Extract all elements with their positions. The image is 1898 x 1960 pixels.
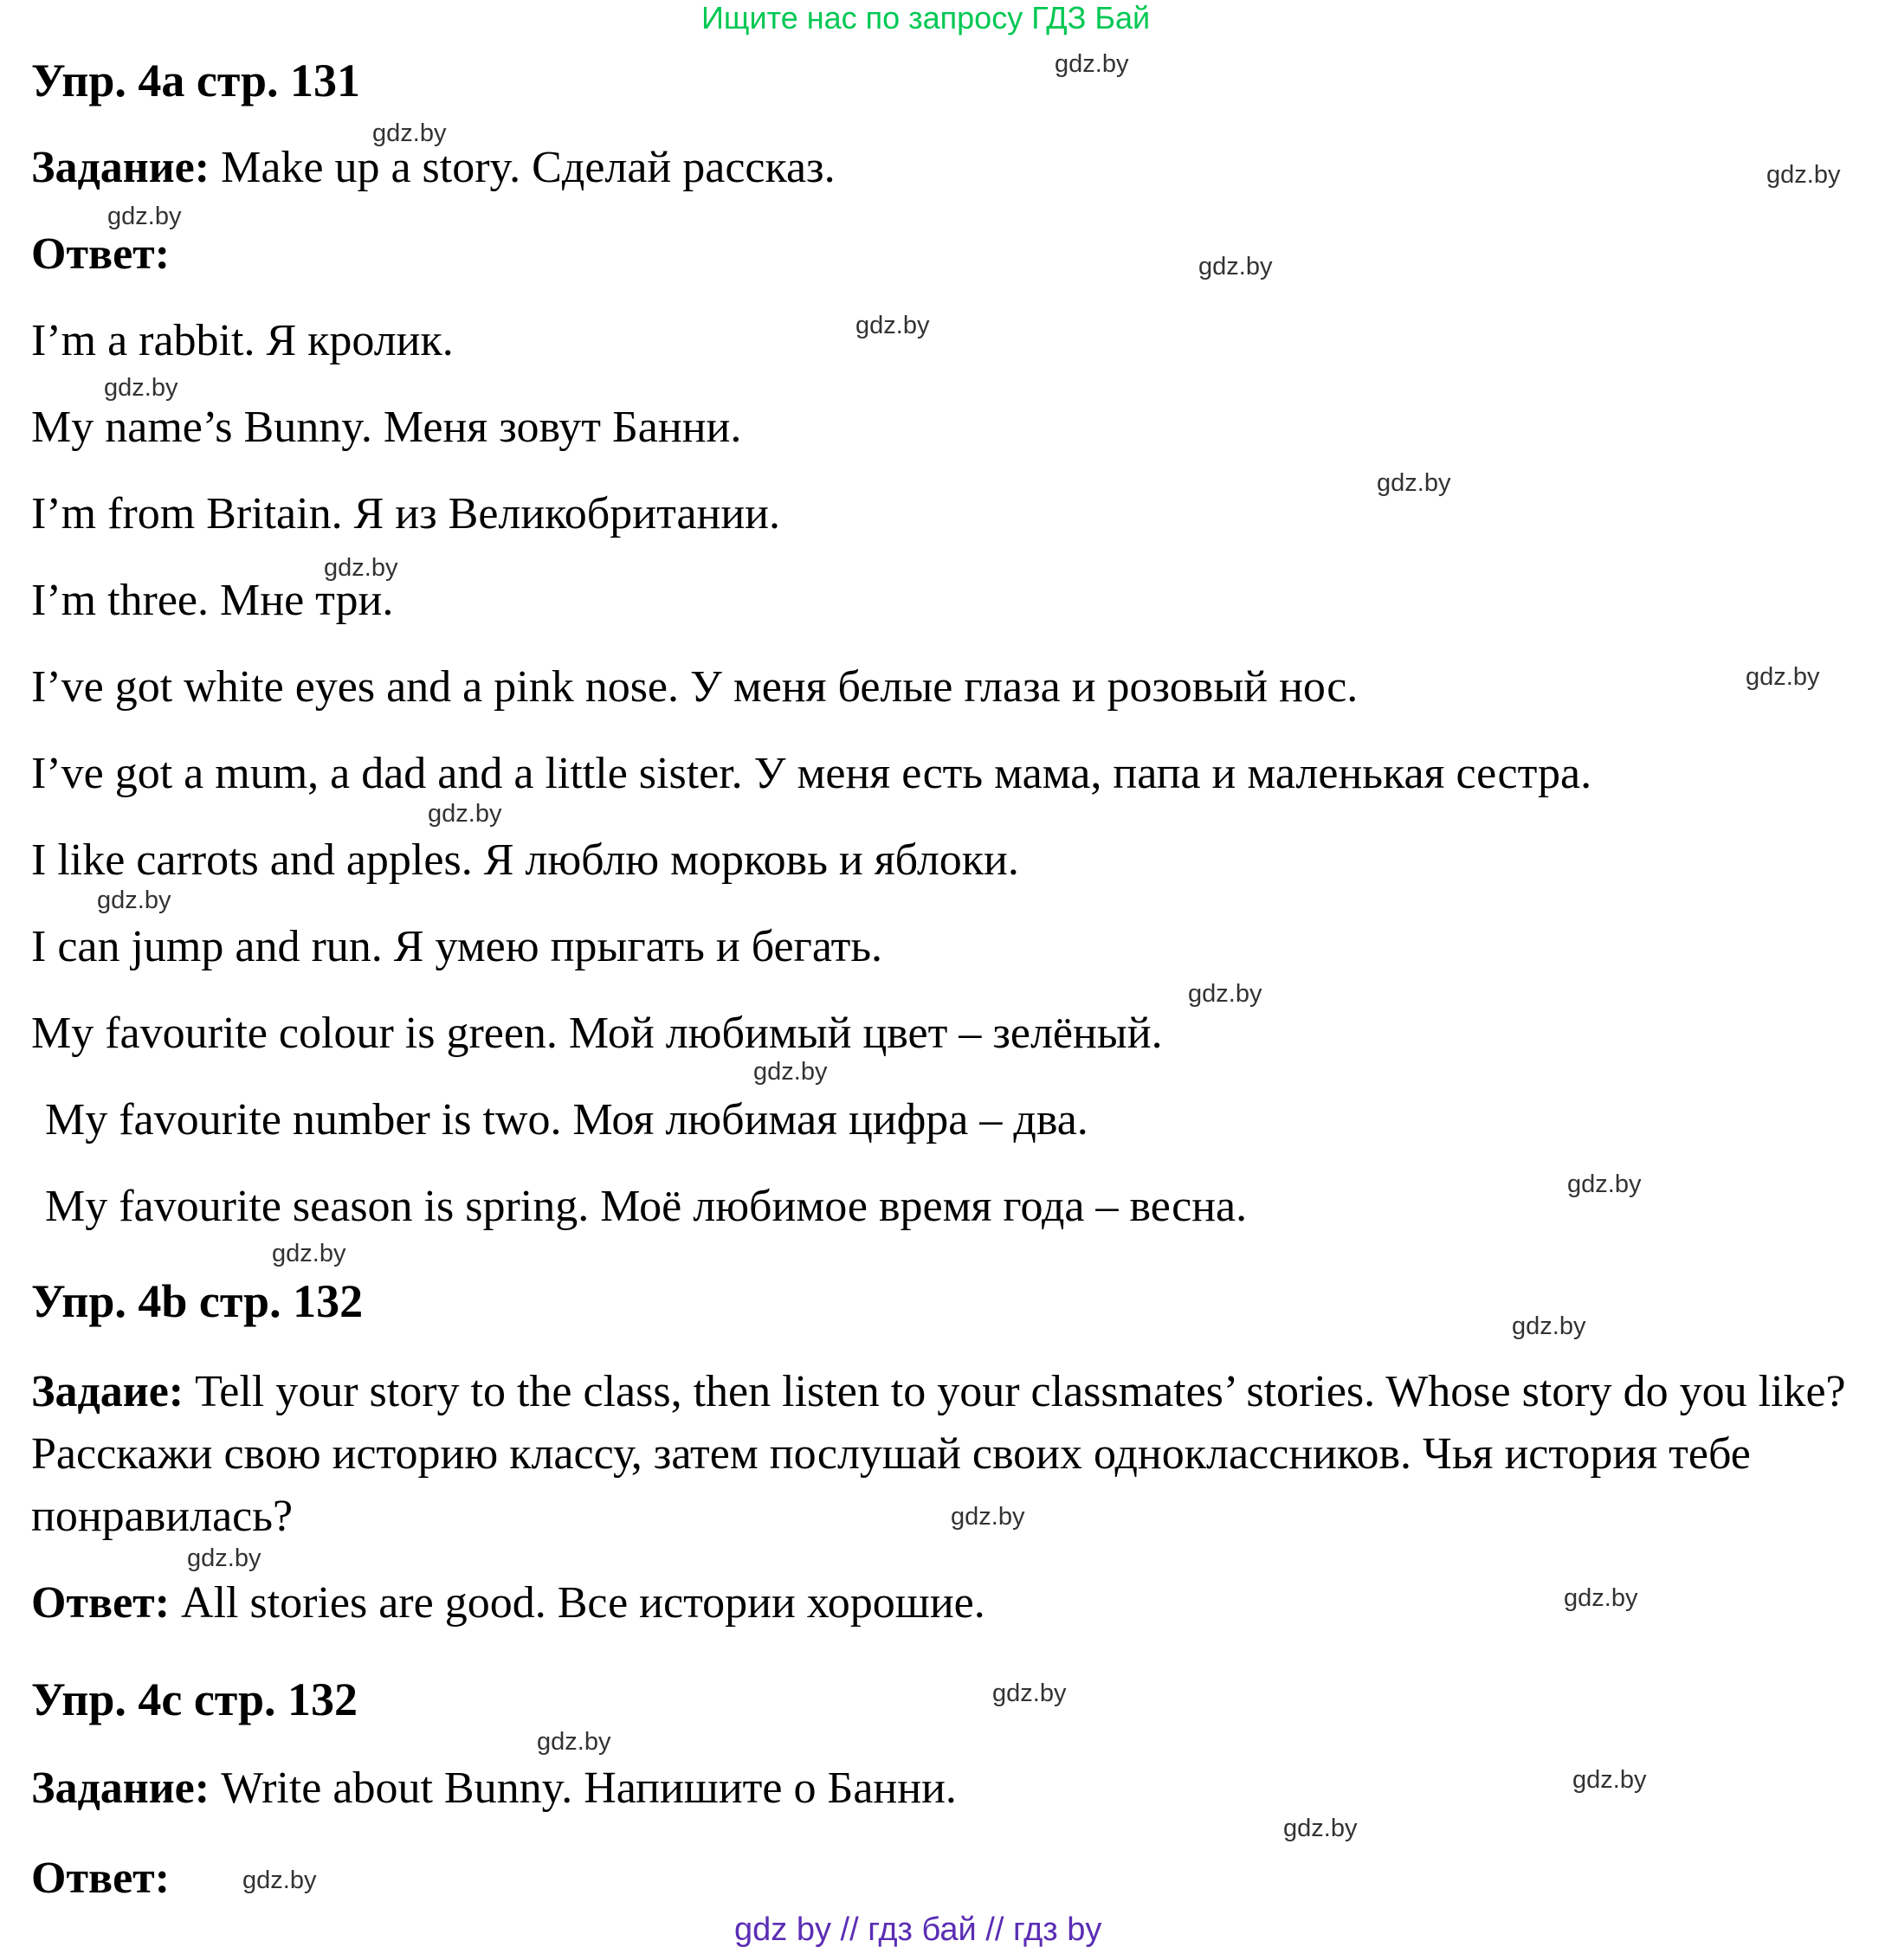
footer-watermark: gdz by // гдз бай // гдз by (734, 1912, 1102, 1948)
watermark: gdz.by (1055, 50, 1129, 78)
answer-line: I’m a rabbit. Я кролик. (31, 316, 454, 365)
task-text: Write about Bunny. Напишите о Банни. (210, 1763, 957, 1813)
exercise-4b-heading: Упр. 4b стр. 132 (31, 1275, 364, 1327)
watermark: gdz.by (104, 374, 178, 402)
watermark: gdz.by (1567, 1170, 1642, 1198)
answer-line: My name’s Bunny. Меня зовут Банни. (31, 403, 742, 452)
watermark: gdz.by (753, 1058, 828, 1086)
answer-line: I’m three. Мне три. (31, 576, 394, 625)
answer-label: Ответ: (31, 1578, 171, 1628)
task-label: Задание: (31, 143, 210, 192)
watermark: gdz.by (1198, 253, 1273, 280)
watermark: gdz.by (1377, 469, 1451, 497)
watermark: gdz.by (1283, 1815, 1358, 1842)
answer-line: I can jump and run. Я умею прыгать и бегать. (31, 922, 883, 971)
answer-line: I’ve got white eyes and a pink nose. У меня белые глаза и розовый нос. (31, 662, 1359, 712)
answer-line: I’m from Britain. Я из Великобритании. (31, 489, 781, 538)
exercise-4a-answer-label: Ответ: (31, 229, 171, 279)
watermark: gdz.by (242, 1867, 317, 1894)
task-text: Make up a story. Сделай рассказ. (210, 143, 836, 192)
watermark: gdz.by (187, 1544, 261, 1572)
watermark: gdz.by (1746, 663, 1820, 691)
exercise-4c-task (31, 1763, 957, 1814)
answer-line: My favourite number is two. Моя любимая цифра – два. (45, 1095, 1088, 1144)
watermark: gdz.by (428, 800, 502, 828)
watermark: gdz.by (1512, 1312, 1586, 1340)
watermark: gdz.by (1564, 1584, 1638, 1612)
watermark: gdz.by (272, 1240, 346, 1267)
watermark: gdz.by (372, 119, 447, 147)
task-text: Tell your story to the class, then listen to your classmates’ stories. Whose story do you like? Расскажи свою историю классу, затем послушай своих одноклассников. Чья история тебе понравилась? (31, 1367, 1846, 1541)
exercise-4a-task (31, 142, 836, 193)
watermark: gdz.by (1188, 980, 1262, 1008)
watermark: gdz.by (992, 1680, 1067, 1707)
watermark: gdz.by (537, 1728, 611, 1756)
answer-line: I’ve got a mum, a dad and a little sister. У меня есть мама, папа и маленькая сестра. (31, 749, 1592, 798)
watermark: gdz.by (324, 554, 398, 582)
top-banner: Ищите нас по запросу ГДЗ Бай (701, 0, 1151, 35)
watermark: gdz.by (855, 312, 930, 339)
answer-line: My favourite colour is green. Мой любимый цвет – зелёный. (31, 1009, 1163, 1058)
watermark: gdz.by (107, 203, 182, 230)
answer-line: I like carrots and apples. Я люблю морковь и яблоки. (31, 835, 1019, 885)
task-label: Задаие: (31, 1367, 184, 1416)
watermark: gdz.by (97, 887, 171, 914)
watermark: gdz.by (1572, 1766, 1647, 1794)
exercise-4c-heading: Упр. 4c стр. 132 (31, 1673, 358, 1725)
watermark: gdz.by (951, 1503, 1025, 1531)
exercise-4c-answer-label: Ответ: (31, 1854, 171, 1903)
watermark: gdz.by (1766, 161, 1841, 189)
answer-text: All stories are good. Все истории хорошие. (170, 1578, 985, 1628)
answer-line: My favourite season is spring. Моё любимое время года – весна. (45, 1182, 1248, 1231)
task-label: Задание: (31, 1763, 210, 1813)
exercise-4b-answer (31, 1577, 985, 1628)
exercise-4a-heading: Упр. 4a стр. 131 (31, 55, 361, 106)
